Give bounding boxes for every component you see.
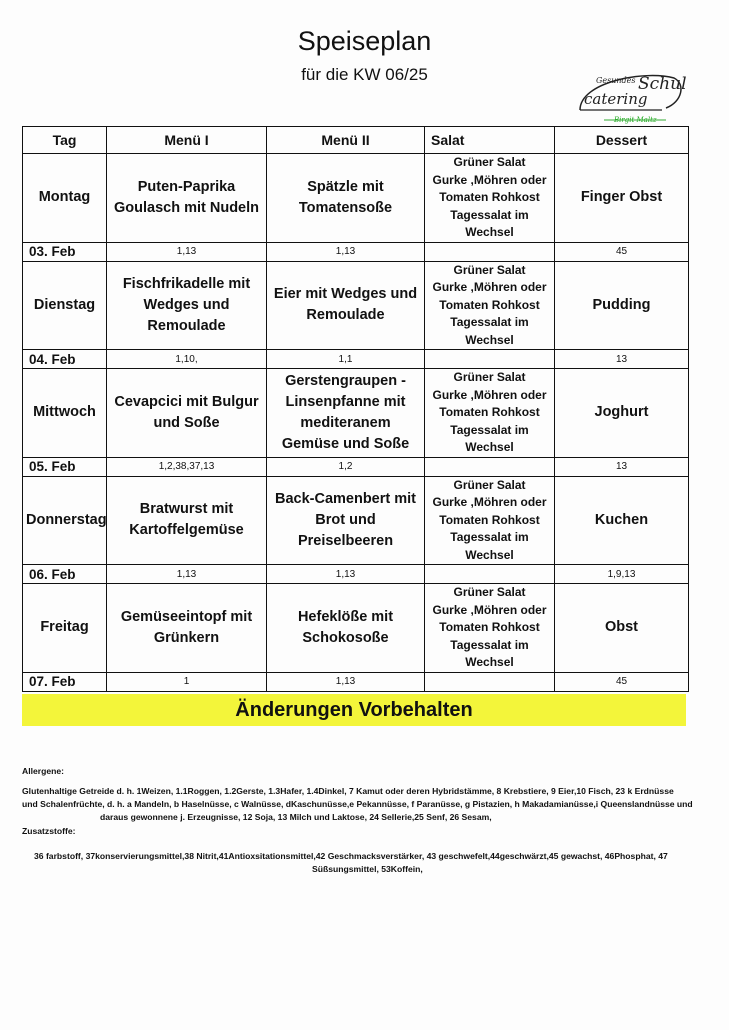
menu1-cell: Bratwurst mit Kartoffelgemüse — [107, 476, 267, 565]
header-menu1: Menü I — [107, 127, 267, 154]
day-cell: Donnerstag — [23, 476, 107, 565]
logo-word1: Schul — [638, 74, 687, 94]
salad-line: Gurke ,Möhren oder — [432, 495, 547, 509]
salad-line: Wechsel — [465, 332, 514, 347]
salad-line: Gurke ,Möhren oder — [432, 172, 547, 187]
allergens-menu1: 1,10, — [107, 350, 267, 369]
salad-line: Tomaten Rohkost — [439, 190, 540, 204]
caterer-logo — [574, 68, 686, 130]
menu2-cell: Back-Camenbert mit Brot und Preiselbeeren — [267, 476, 425, 565]
date-cell: 04. Feb — [23, 350, 107, 369]
salad-line: Tomaten Rohkost — [439, 620, 540, 634]
salad-line: Tagessalat im — [450, 207, 529, 222]
salad-line: Tagessalat im — [450, 530, 529, 544]
salad-cell — [425, 476, 555, 565]
salad-line: Wechsel — [465, 440, 514, 454]
allergens-dessert: 45 — [555, 242, 689, 261]
allergens-salad — [425, 457, 555, 476]
menu1-cell: Cevapcici mit Bulgur und Soße — [107, 369, 267, 458]
salad-line: Wechsel — [465, 547, 514, 562]
dessert-cell: Obst — [555, 584, 689, 673]
salad-line: Grüner Salat — [453, 370, 526, 384]
zusatz-label: Zusatzstoffe: — [22, 826, 76, 836]
menu-table — [22, 126, 689, 692]
zusatz-line: 36 farbstoff, 37konservierungsmittel,38 Nitrit,41Antioxsitationsmittel,42 Geschmacksverstärker, 43 geschwefelt,44geschwärzt,45 gewachst, 46Phosphat, 47 — [34, 851, 668, 861]
salad-line: Gurke ,Möhren oder — [432, 602, 547, 617]
allergens-salad — [425, 242, 555, 261]
dessert-cell: Pudding — [555, 261, 689, 350]
allergens-dessert: 1,9,13 — [555, 565, 689, 584]
salad-line: Wechsel — [465, 225, 514, 239]
menu2-cell: Eier mit Wedges und Remoulade — [267, 261, 425, 350]
day-cell: Dienstag — [23, 261, 107, 350]
allergens-menu1: 1 — [107, 672, 267, 691]
logo-line3: Birgit Maltz — [614, 116, 657, 124]
allergens-menu2: 1,1 — [267, 350, 425, 369]
header-dessert: Dessert — [555, 127, 689, 154]
date-cell: 06. Feb — [23, 565, 107, 584]
table-header-row — [23, 127, 689, 154]
salad-line: Tomaten Rohkost — [439, 405, 540, 419]
menu1-cell: Gemüseeintopf mit Grünkern — [107, 584, 267, 673]
allergens-menu2: 1,13 — [267, 242, 425, 261]
menu2-cell: Hefeklöße mit Schokosoße — [267, 584, 425, 673]
menu2-cell: Gerstengraupen - Linsenpfanne mit mediteranem Gemüse und Soße — [267, 369, 425, 458]
salad-cell — [425, 369, 555, 458]
dessert-cell: Kuchen — [555, 476, 689, 565]
allergens-dessert: 13 — [555, 457, 689, 476]
table-row — [23, 476, 689, 565]
allergens-salad — [425, 672, 555, 691]
salad-cell — [425, 584, 555, 673]
allergene-line: und Schalenfrüchte, d. h. a Mandeln, b Haselnüsse, c Walnüsse, dKaschunüsse,e Pekannüsse, f Paranüsse, g Pistazien, h Makadamianüsse,i Queenslandnüsse und — [22, 799, 693, 809]
allergens-dessert: 45 — [555, 672, 689, 691]
week-subtitle: für die KW 06/25 — [301, 65, 428, 84]
allergens-salad — [425, 350, 555, 369]
table-row — [23, 584, 689, 673]
salad-line: Grüner Salat — [453, 585, 526, 599]
day-cell: Montag — [23, 154, 107, 243]
allergene-line: Glutenhaltige Getreide d. h. 1Weizen, 1.1Roggen, 1.2Gerste, 1.3Hafer, 1.4Dinkel, 7 Kamut oder deren Hybridstämme, 8 Krebstiere, 9 Eier,10 Fisch, 23 k Erdnüsse — [22, 786, 674, 796]
salad-line: Tagessalat im — [450, 315, 529, 329]
header-day: Tag — [23, 127, 107, 154]
allergens-menu2: 1,13 — [267, 565, 425, 584]
allergens-menu1: 1,13 — [107, 565, 267, 584]
salad-line: Tagessalat im — [450, 422, 529, 437]
table-row — [23, 154, 689, 243]
salad-line: Grüner Salat — [453, 155, 526, 169]
allergens-dessert: 13 — [555, 350, 689, 369]
header-salad: Salat — [425, 127, 555, 154]
allergen-row — [23, 457, 689, 476]
salad-line: Tagessalat im — [450, 637, 529, 652]
allergens-menu2: 1,2 — [267, 457, 425, 476]
menu2-cell: Spätzle mit Tomatensoße — [267, 154, 425, 243]
date-cell: 03. Feb — [23, 242, 107, 261]
salad-cell — [425, 261, 555, 350]
dessert-cell: Joghurt — [555, 369, 689, 458]
allergene-line: daraus gewonnene j. Erzeugnisse, 12 Soja, 13 Milch und Laktose, 24 Sellerie,25 Senf, 26 Sesam, — [100, 812, 492, 822]
salad-line: Wechsel — [465, 655, 514, 669]
allergen-row — [23, 672, 689, 691]
dessert-cell: Finger Obst — [555, 154, 689, 243]
menu1-cell: Fischfrikadelle mit Wedges und Remoulade — [107, 261, 267, 350]
salad-line: Grüner Salat — [453, 262, 526, 277]
allergen-row — [23, 242, 689, 261]
allergens-menu1: 1,13 — [107, 242, 267, 261]
allergen-row — [23, 350, 689, 369]
zusatz-line: Süßsungsmittel, 53Koffein, — [312, 864, 423, 874]
date-cell: 07. Feb — [23, 672, 107, 691]
allergens-menu2: 1,13 — [267, 672, 425, 691]
header-menu2: Menü II — [267, 127, 425, 154]
changes-banner: Änderungen Vorbehalten — [22, 694, 686, 726]
allergens-salad — [425, 565, 555, 584]
table-row — [23, 369, 689, 458]
allergen-row — [23, 565, 689, 584]
day-cell: Mittwoch — [23, 369, 107, 458]
salad-cell — [425, 154, 555, 243]
salad-line: Gurke ,Möhren oder — [432, 280, 547, 294]
salad-line: Grüner Salat — [453, 477, 526, 492]
logo-word2: catering — [584, 90, 648, 108]
menu1-cell: Puten-Paprika Goulasch mit Nudeln — [107, 154, 267, 243]
day-cell: Freitag — [23, 584, 107, 673]
logo-line1: Gesundes — [596, 76, 636, 85]
allergene-label: Allergene: — [22, 766, 65, 776]
date-cell: 05. Feb — [23, 457, 107, 476]
allergens-menu1: 1,2,38,37,13 — [107, 457, 267, 476]
salad-line: Tomaten Rohkost — [439, 512, 540, 527]
page-title: Speiseplan — [297, 26, 432, 56]
table-row — [23, 261, 689, 350]
salad-line: Tomaten Rohkost — [439, 297, 540, 312]
salad-line: Gurke ,Möhren oder — [432, 387, 547, 402]
